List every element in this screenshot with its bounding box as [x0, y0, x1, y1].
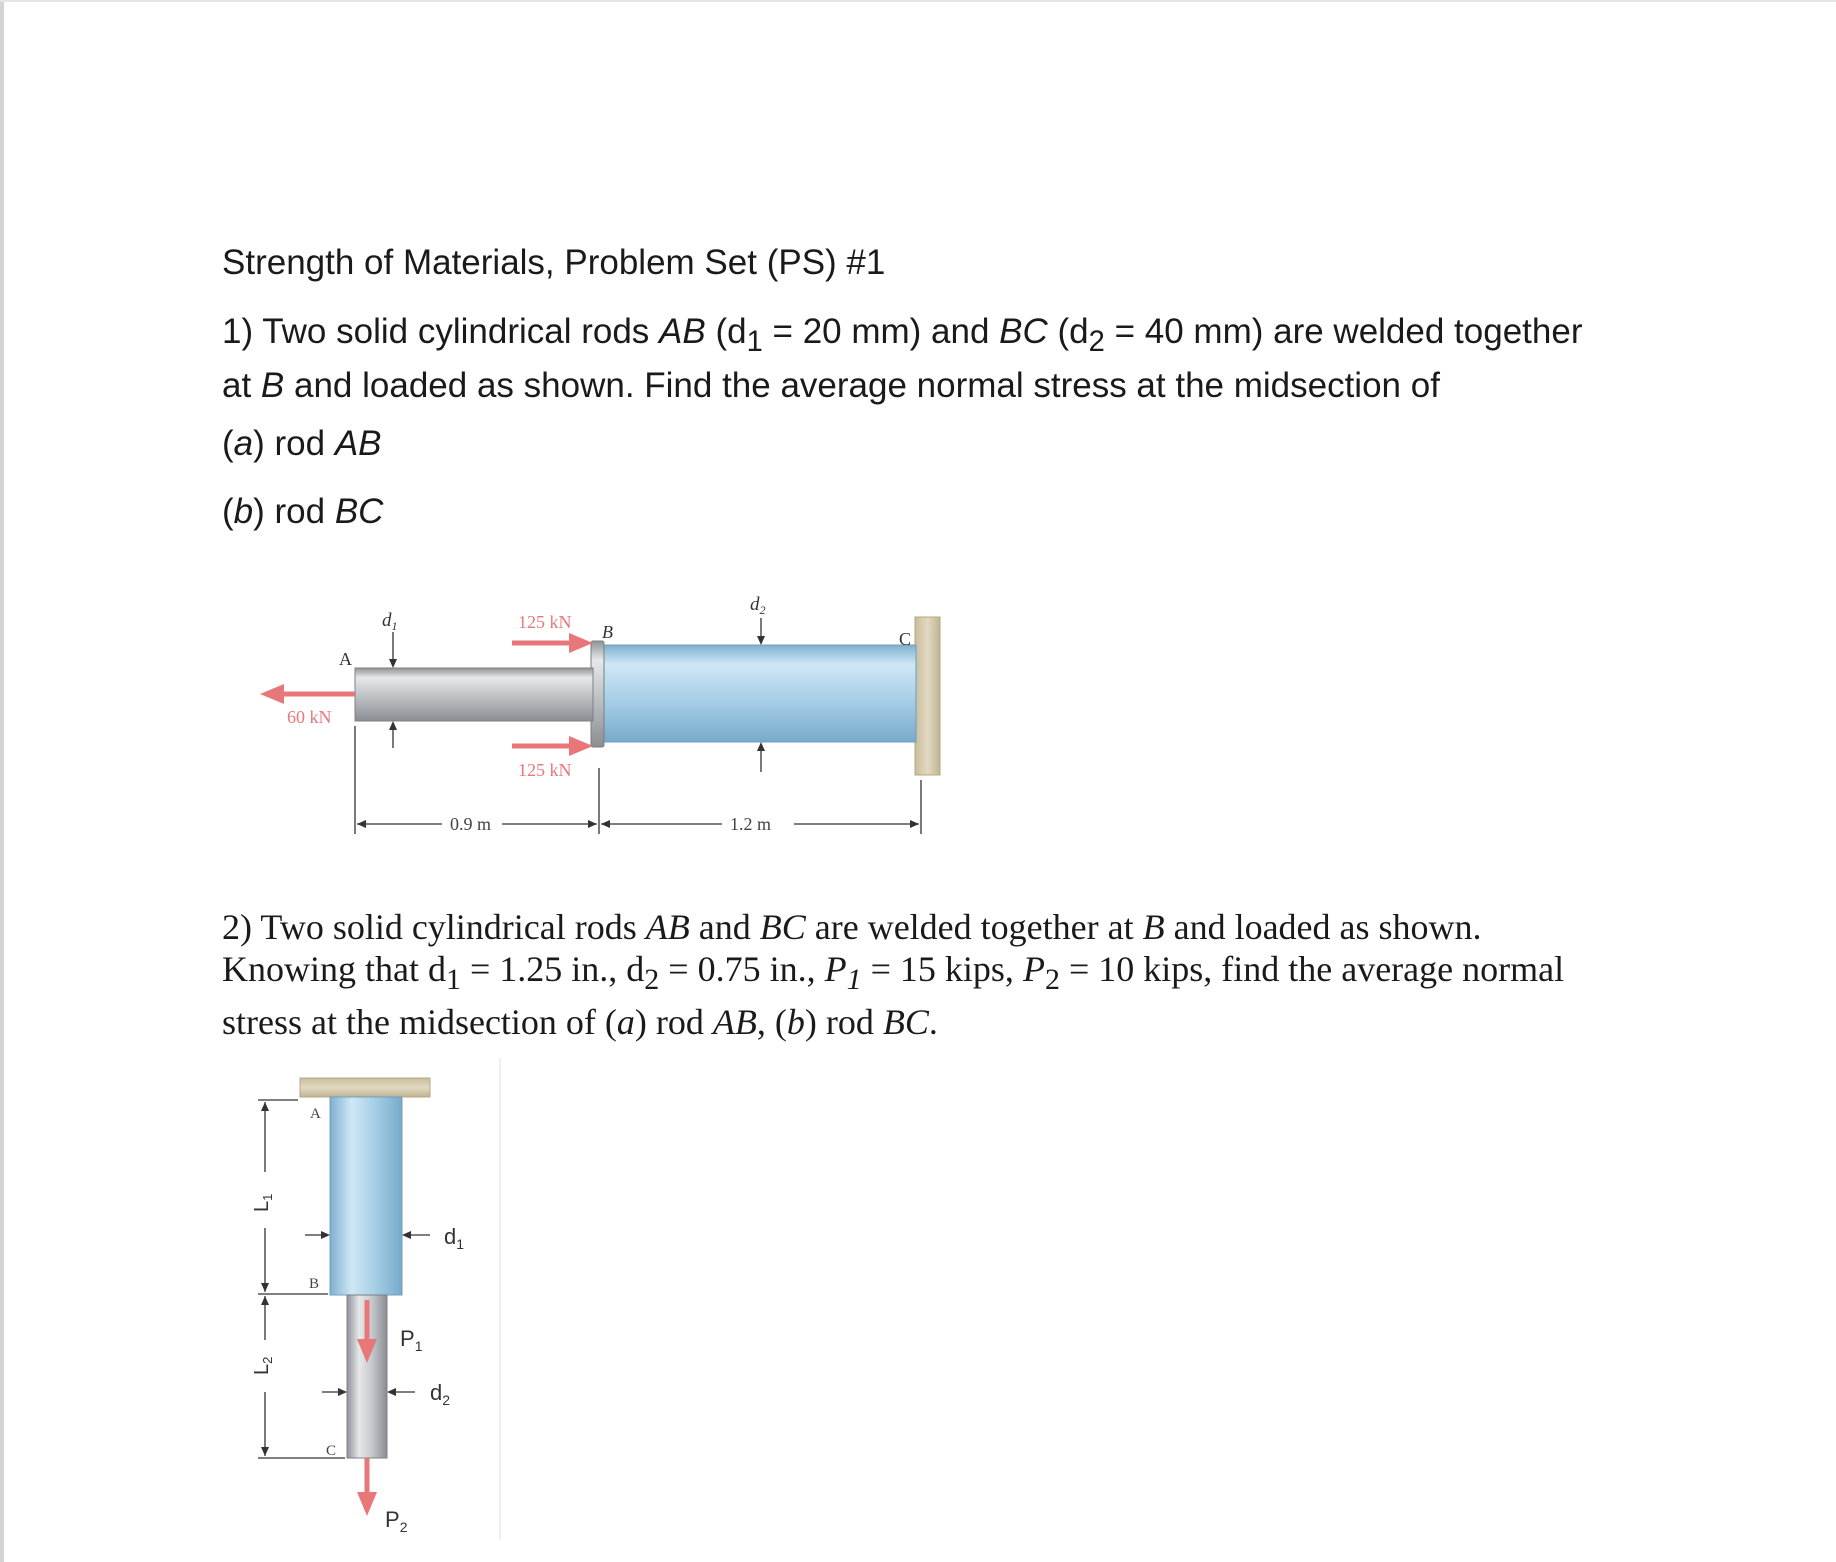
dim-bc-label: 1.2 m [730, 814, 772, 834]
load-125kn-top-label: 125 kN [518, 612, 572, 632]
problem-2-line-1: 2) Two solid cylindrical rods AB and BC are welded together at B and loaded as shown. [222, 907, 1482, 947]
point-c-label-2: C [326, 1443, 337, 1459]
problem-2-line-2: Knowing that $d_1 = 1.25$ in., $d_2 = 0.75$ in., $P_1 = 15$ kips, $P_2 = 10$ kips, find the average normal [222, 949, 1565, 997]
load-p1-label: $P_1$ [400, 1326, 423, 1354]
problem-1-part-b: (b) rod BC [222, 492, 384, 531]
point-b-label: B [602, 622, 613, 642]
problem-1-line-1: 1) Two solid cylindrical rods AB ($d_1 = 20$ mm) and BC ($d_2 = 40$ mm) are welded together [222, 312, 1583, 358]
length-l1-label: $L_1$ [251, 1193, 275, 1212]
rod-ab-vertical [330, 1097, 402, 1295]
page-title: Strength of Materials, Problem Set (PS) #1 [222, 243, 886, 282]
point-a-label: A [339, 649, 352, 669]
load-p2-arrow [357, 1458, 377, 1516]
length-l2-label: $L_2$ [251, 1356, 275, 1375]
problem-1-part-a: (a) rod AB [222, 424, 382, 463]
problem-2-line-3: stress at the midsection of (a) rod AB, (b) rod BC. [222, 1002, 938, 1043]
load-p2-label: $P_2$ [385, 1507, 408, 1535]
point-c-label: C [899, 629, 912, 649]
problem-1-line-2: at B and loaded as shown. Find the average normal stress at the midsection of [222, 366, 1440, 405]
d1-label: $d_1$ [382, 610, 398, 633]
d1-label-2: $d_1$ [444, 1224, 465, 1252]
load-125kn-bottom-label: 125 kN [518, 760, 572, 780]
d2-label-2: $d_2$ [430, 1380, 451, 1408]
dim-ab-label: 0.9 m [450, 814, 492, 834]
d2-label: $d_2$ [750, 594, 766, 617]
ceiling-support [300, 1078, 430, 1097]
point-b-label-2: B [309, 1276, 320, 1292]
load-60kn-label: 60 kN [287, 707, 332, 727]
point-a-label-2: A [310, 1106, 321, 1122]
